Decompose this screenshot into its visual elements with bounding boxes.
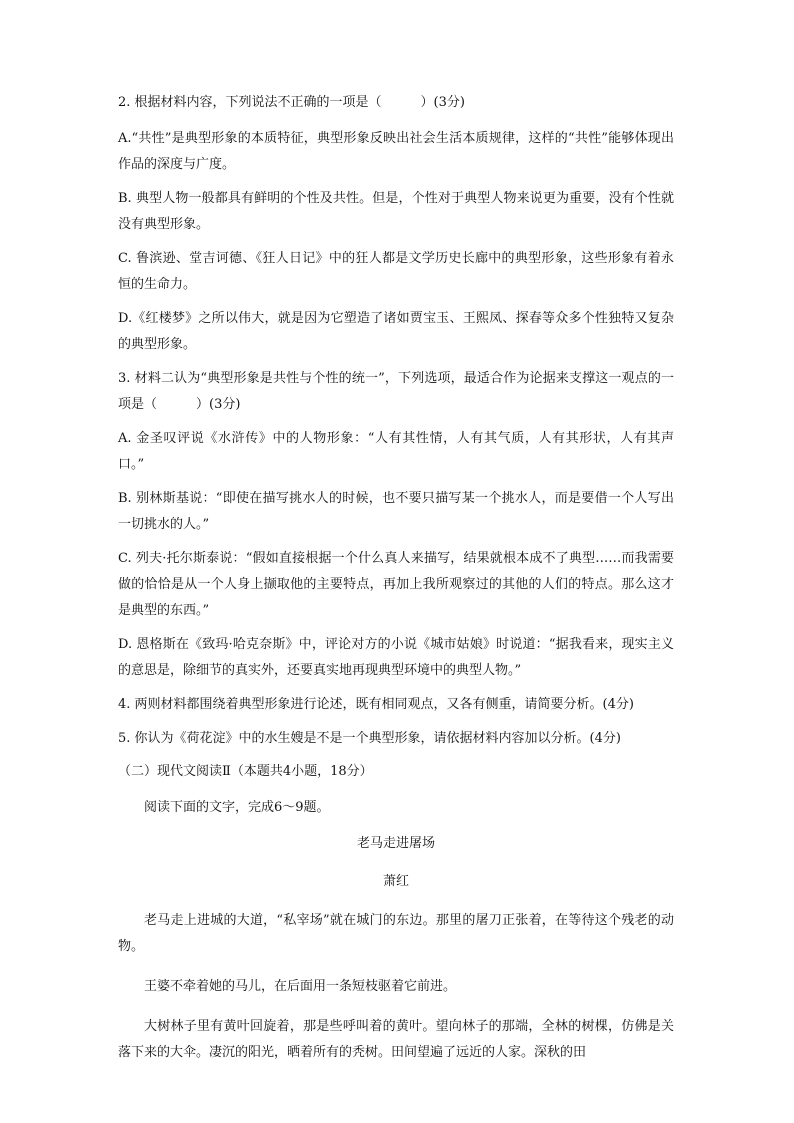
passage-author: 萧红 <box>382 874 409 889</box>
question-3-option-d: D. 恩格斯在《致玛·哈克奈斯》中，评论对方的小说《城市姑娘》时说道：“据我看来，现实主义的意思是，除细节的真实外，还要真实地再现典型环境中的典型人物。” <box>118 637 674 678</box>
question-5: 5. 你认为《荷花淀》中的水生嫂是不是一个典型形象，请依据材料内容加以分析。(4分) <box>118 731 621 746</box>
question-2-option-a: A.“共性”是典型形象的本质特征，典型形象反映出社会生活本质规律，这样的“共性”能够体现出作品的深度与广度。 <box>118 131 674 172</box>
question-3-option-a: A. 金圣叹评说《水浒传》中的人物形象：“人有其性情，人有其气质，人有其形状，人有其声口。” <box>118 431 674 472</box>
questions-section <box>118 90 674 752</box>
question-2-option-c: C. 鲁滨逊、堂吉诃德、《狂人日记》中的狂人都是文学历史长廊中的典型形象，这些形象有着永恒的生命力。 <box>118 251 674 292</box>
question-4: 4. 两则材料都围绕着典型形象进行论述，既有相同观点，又各有侧重，请简要分析。(4分) <box>118 697 634 712</box>
passage-title: 老马走进屠场 <box>356 836 435 851</box>
document-page <box>118 90 674 1072</box>
section-instruction: 阅读下面的文字，完成6～9题。 <box>144 800 330 815</box>
passage-paragraph: 王婆不牵着她的马儿，在后面用一条短枝驱着它前进。 <box>144 979 457 994</box>
reading-section <box>118 760 674 1066</box>
question-2: 2. 根据材料内容，下列说法不正确的一项是（ ）(3分) <box>118 95 465 110</box>
passage-paragraph: 大树林子里有黄叶回旋着，那是些呼叫着的黄叶。望向林子的那端，全林的树棵，仿佛是关落下来的大伞。凄沉的阳光，晒着所有的秃树。田间望遍了远近的人家。深秋的田 <box>118 1019 674 1060</box>
section-heading: （二）现代文阅读Ⅱ（本题共4小题，18分） <box>118 764 373 779</box>
question-2-option-d: D.《红楼梦》之所以伟大，就是因为它塑造了诸如贾宝玉、王熙凤、探春等众多个性独特又复杂的典型形象。 <box>118 311 674 352</box>
question-2-option-b: B. 典型人物一般都具有鲜明的个性及共性。但是，个性对于典型人物来说更为重要，没有个性就没有典型形象。 <box>118 191 674 232</box>
passage-paragraph: 老马走上进城的大道，“私宰场”就在城门的东边。那里的屠刀正张着，在等待这个残老的动物。 <box>118 913 674 954</box>
question-3-option-b: B. 别林斯基说：“即使在描写挑水人的时候，也不要只描写某一个挑水人，而是要借一个人写出一切挑水的人。” <box>118 491 674 532</box>
question-3-option-c: C. 列夫·托尔斯泰说：“假如直接根据一个什么真人来描写，结果就根本成不了典型……而我需要做的恰恰是从一个人身上撷取他的主要特点，再加上我所观察过的其他的人们的特点。那么这才是典型的东西。” <box>118 551 674 618</box>
question-3: 3. 材料二认为“典型形象是共性与个性的统一”，下列选项，最适合作为论据来支撑这一观点的一项是（ ）(3分) <box>118 371 674 412</box>
